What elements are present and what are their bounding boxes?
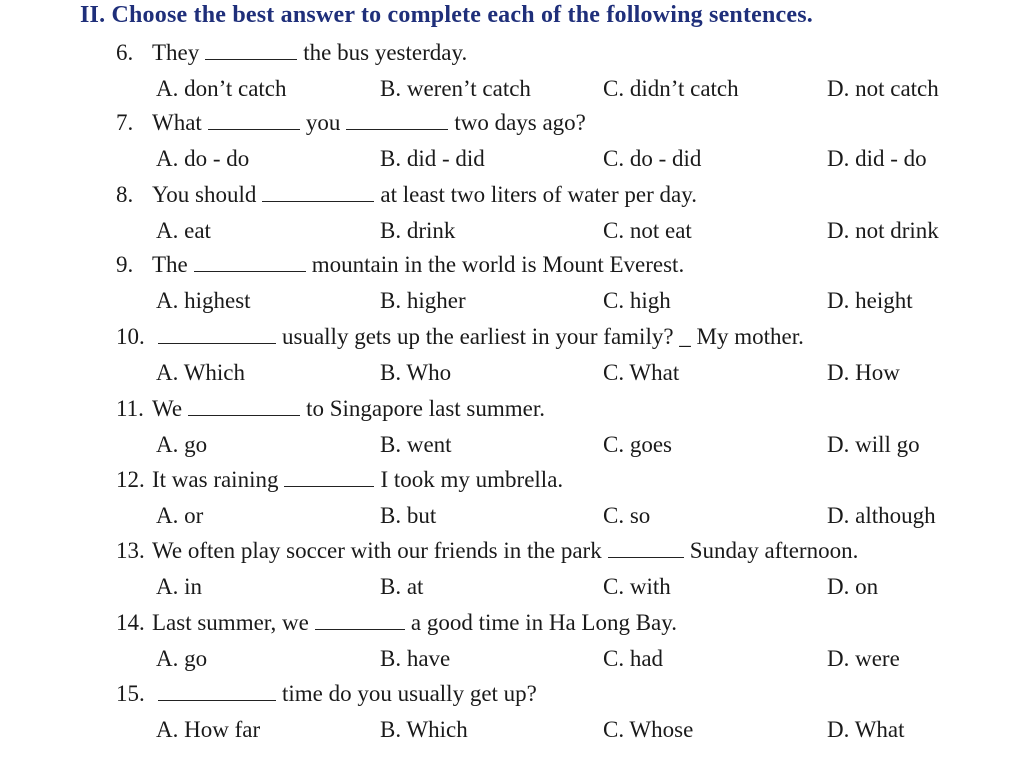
answer-options <box>0 644 1024 674</box>
answer-blank[interactable] <box>315 609 405 630</box>
option-b[interactable]: B. drink <box>380 218 456 243</box>
answer-blank[interactable] <box>208 109 300 130</box>
question-stem <box>116 322 804 352</box>
question-number: 13. <box>116 538 145 563</box>
question-stem <box>116 180 697 210</box>
question-text: We often play soccer with our friends in the park <box>152 538 602 563</box>
question-number: 15. <box>116 681 145 706</box>
question-text: You should <box>152 182 257 207</box>
option-b[interactable]: B. did - did <box>380 146 485 171</box>
question-stem <box>116 108 586 138</box>
answer-options <box>0 74 1024 104</box>
question-stem <box>116 536 858 566</box>
option-b[interactable]: B. at <box>380 574 424 599</box>
question-text: We <box>152 396 183 421</box>
option-c[interactable]: C. with <box>603 574 671 599</box>
answer-options <box>0 358 1024 388</box>
answer-options <box>0 715 1024 745</box>
question-text: Sunday afternoon. <box>689 538 859 563</box>
option-c[interactable]: C. had <box>603 646 664 671</box>
option-c[interactable]: C. high <box>603 288 671 313</box>
question-item <box>0 608 1024 680</box>
option-d[interactable]: D. How <box>827 360 900 385</box>
answer-blank[interactable] <box>262 181 374 202</box>
option-b[interactable]: B. went <box>380 432 452 457</box>
question-stem <box>116 38 467 68</box>
question-number: 11. <box>116 396 144 421</box>
question-stem <box>116 394 545 424</box>
answer-blank[interactable] <box>194 251 306 272</box>
option-a[interactable]: A. don’t catch <box>156 76 287 101</box>
option-a[interactable]: A. go <box>156 646 208 671</box>
question-number: 6. <box>116 40 134 65</box>
option-d[interactable]: D. not drink <box>827 218 939 243</box>
answer-blank[interactable] <box>284 466 374 487</box>
question-item <box>0 38 1024 110</box>
question-text: It was raining <box>152 467 279 492</box>
option-c[interactable]: C. not eat <box>603 218 692 243</box>
option-c[interactable]: C. goes <box>603 432 672 457</box>
question-item <box>0 679 1024 751</box>
option-d[interactable]: D. height <box>827 288 913 313</box>
question-number: 12. <box>116 467 145 492</box>
question-text: They <box>152 40 200 65</box>
question-item <box>0 536 1024 608</box>
option-b[interactable]: B. but <box>380 503 437 528</box>
question-text: to Singapore last summer. <box>306 396 545 421</box>
question-stem <box>116 250 684 280</box>
question-text: you <box>305 110 341 135</box>
question-number: 9. <box>116 252 134 277</box>
option-d[interactable]: D. not catch <box>827 76 939 101</box>
answer-blank[interactable] <box>346 109 448 130</box>
option-d[interactable]: D. were <box>827 646 900 671</box>
option-b[interactable]: B. weren’t catch <box>380 76 531 101</box>
answer-options <box>0 216 1024 246</box>
question-number: 7. <box>116 110 134 135</box>
option-d[interactable]: D. What <box>827 717 905 742</box>
question-text: a good time in Ha Long Bay. <box>410 610 678 635</box>
option-a[interactable]: A. How far <box>156 717 261 742</box>
question-item <box>0 394 1024 466</box>
question-item <box>0 465 1024 537</box>
question-item <box>0 250 1024 322</box>
question-text: two days ago? <box>454 110 586 135</box>
question-item <box>0 108 1024 180</box>
question-text: mountain in the world is Mount Everest. <box>311 252 685 277</box>
answer-options <box>0 286 1024 316</box>
option-a[interactable]: A. do - do <box>156 146 250 171</box>
option-c[interactable]: C. Whose <box>603 717 694 742</box>
question-stem <box>116 679 537 709</box>
question-text: the bus yesterday. <box>303 40 468 65</box>
answer-blank[interactable] <box>158 680 276 701</box>
question-text: at least two liters of water per day. <box>380 182 697 207</box>
option-a[interactable]: A. eat <box>156 218 211 243</box>
answer-blank[interactable] <box>608 537 684 558</box>
option-c[interactable]: C. so <box>603 503 651 528</box>
option-a[interactable]: A. go <box>156 432 208 457</box>
answer-blank[interactable] <box>188 395 300 416</box>
question-text: I took my umbrella. <box>380 467 564 492</box>
question-text: time do you usually get up? <box>282 681 537 706</box>
question-text: What <box>152 110 202 135</box>
option-c[interactable]: C. What <box>603 360 680 385</box>
answer-options <box>0 572 1024 602</box>
question-text: Last summer, we <box>152 610 309 635</box>
section-heading: II. Choose the best answer to complete each of the following sentences. <box>80 2 814 28</box>
option-a[interactable]: A. highest <box>156 288 251 313</box>
option-a[interactable]: A. Which <box>156 360 246 385</box>
option-a[interactable]: A. in <box>156 574 202 599</box>
question-stem <box>116 465 563 495</box>
option-b[interactable]: B. have <box>380 646 451 671</box>
question-text: The <box>152 252 188 277</box>
answer-options <box>0 501 1024 531</box>
option-b[interactable]: B. Which <box>380 717 468 742</box>
answer-options <box>0 430 1024 460</box>
question-item <box>0 180 1024 252</box>
answer-blank[interactable] <box>158 323 276 344</box>
option-c[interactable]: C. do - did <box>603 146 702 171</box>
option-c[interactable]: C. didn’t catch <box>603 76 739 101</box>
answer-options <box>0 144 1024 174</box>
question-number: 14. <box>116 610 145 635</box>
option-d[interactable]: D. will go <box>827 432 920 457</box>
option-a[interactable]: A. or <box>156 503 204 528</box>
option-b[interactable]: B. Who <box>380 360 452 385</box>
option-b[interactable]: B. higher <box>380 288 466 313</box>
question-text: usually gets up the earliest in your family? _ My mother. <box>282 324 804 349</box>
option-d[interactable]: D. did - do <box>827 146 927 171</box>
question-number: 10. <box>116 324 145 349</box>
question-number: 8. <box>116 182 134 207</box>
option-d[interactable]: D. on <box>827 574 879 599</box>
question-stem <box>116 608 677 638</box>
question-item <box>0 322 1024 394</box>
answer-blank[interactable] <box>205 39 297 60</box>
option-d[interactable]: D. although <box>827 503 936 528</box>
